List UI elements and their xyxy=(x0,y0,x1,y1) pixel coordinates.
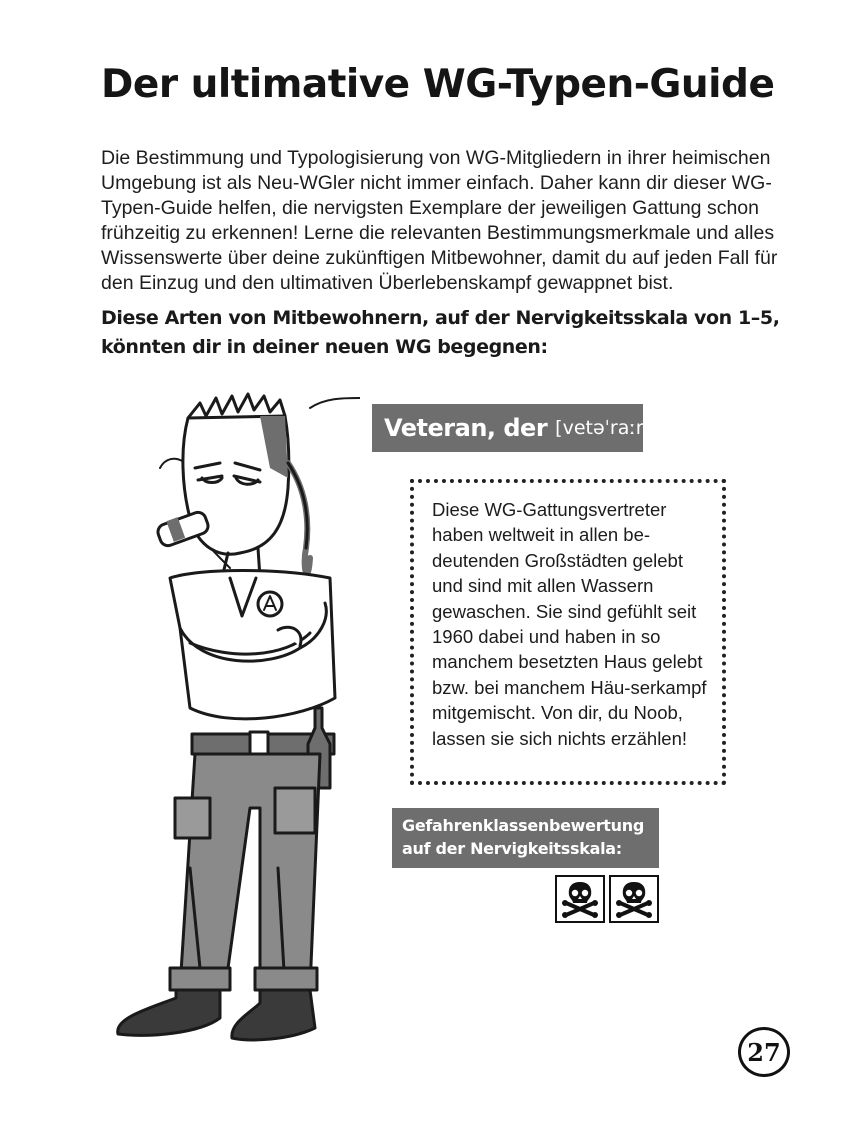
skull-crossbones-icon xyxy=(609,875,659,923)
type-phonetic: [vetəˈraːn] xyxy=(555,417,656,439)
type-name: Veteran, der xyxy=(384,414,548,442)
veteran-illustration xyxy=(110,368,360,1068)
intro-paragraph: Die Bestimmung und Typologisierung von WG-Mitgliedern in ihrer heimischen Umgebung ist als Neu-WGler nicht immer einfach. Daher kann dir dieser WG-Typen-Guide helfen, die nervigsten Exemplare der jeweiligen Gattung schon frühzeitig zu erkennen! Lerne die relevanten Bestimmungsmerkmale und alles Wissenswerte über deine zukünftigen Mitbewohner, damit du auf jeden Fall für den Einzug und den ultimativen Überlebenskampf gewappnet bist. xyxy=(101,147,778,294)
page-number: 27 xyxy=(738,1027,790,1077)
section-subheading: Diese Arten von Mitbewohnern, auf der Nervigkeitsskala von 1–5, könnten dir in deiner neuen WG begegnen: xyxy=(101,307,780,358)
skull-crossbones-icon xyxy=(555,875,605,923)
type-description: Diese WG-Gattungsvertreter haben weltweit in allen be-deutenden Großstädten gelebt und sind mit allen Wassern gewaschen. Sie sind gefühlt seit 1960 dabei und haben in so manchem besetzten Haus gelebt bzw. bei manchem Häu-serkampf mitgemischt. Von dir, du Noob, lassen sie sich nichts erzählen! xyxy=(432,499,707,749)
rating-label-line1: Gefahrenklassenbewertung xyxy=(402,816,644,835)
rating-label xyxy=(392,808,659,868)
type-description-box xyxy=(410,479,726,785)
page-title: Der ultimative WG-Typen-Guide xyxy=(101,62,775,107)
rating-label-line2: auf der Nervigkeitsskala: xyxy=(402,839,622,858)
type-name-box xyxy=(372,404,656,452)
rating-skulls xyxy=(555,875,659,923)
